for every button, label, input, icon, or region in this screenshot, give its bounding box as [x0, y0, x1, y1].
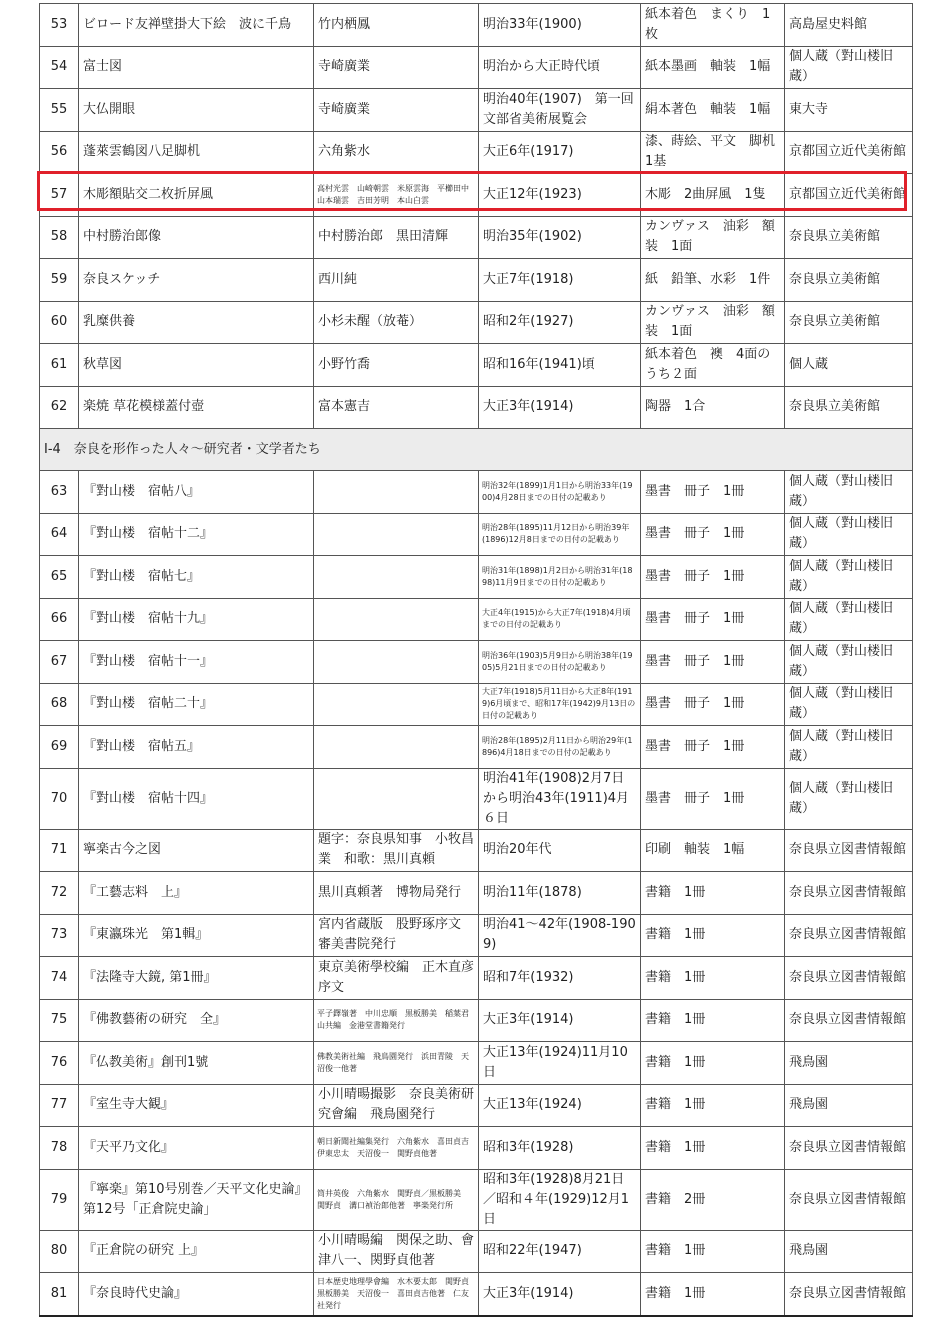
- owner-cell: 飛鳥園: [785, 1042, 913, 1085]
- table-row: [40, 174, 913, 217]
- title-cell: 『仏教美術』創刊1號: [79, 1042, 314, 1085]
- title-cell: 『對山楼 宿帖十一』: [79, 641, 314, 684]
- artist-cell: 中村勝治郎 黒田清輝: [314, 216, 479, 259]
- medium-cell: 絹本著色 軸装 1幅: [641, 89, 785, 132]
- date-cell: 明治36年(1903)5月9日から明治38年(1905)5月21日までの日付の記載あり: [479, 641, 641, 684]
- row-number-cell: 76: [40, 1042, 79, 1085]
- artist-cell: [314, 556, 479, 599]
- table-row: [40, 999, 913, 1042]
- date-cell: 大正7年(1918): [479, 259, 641, 302]
- date-cell: 明治41～42年(1908-1909): [479, 914, 641, 957]
- artist-cell: 寺崎廣業: [314, 46, 479, 89]
- date-cell: 明治33年(1900): [479, 4, 641, 47]
- row-number-cell: 74: [40, 957, 79, 1000]
- title-cell: 寧楽古今之図: [79, 829, 314, 872]
- owner-cell: 奈良県立図書情報館: [785, 999, 913, 1042]
- row-number-cell: 72: [40, 872, 79, 915]
- row-number-cell: 59: [40, 259, 79, 302]
- artist-cell: 竹内栖鳳: [314, 4, 479, 47]
- owner-cell: 個人蔵（對山楼旧蔵）: [785, 598, 913, 641]
- table-row: [40, 768, 913, 829]
- title-cell: 乳糜供養: [79, 301, 314, 344]
- artist-cell: 寺崎廣業: [314, 89, 479, 132]
- title-cell: 『佛教藝術の研究 全』: [79, 999, 314, 1042]
- artist-cell: [314, 471, 479, 514]
- artist-cell: 小杉未醒（放菴）: [314, 301, 479, 344]
- date-cell: 明治20年代: [479, 829, 641, 872]
- row-number-cell: 79: [40, 1169, 79, 1230]
- table-row: [40, 556, 913, 599]
- medium-cell: 墨書 冊子 1冊: [641, 471, 785, 514]
- title-cell: 『工藝志料 上』: [79, 872, 314, 915]
- medium-cell: カンヴァス 油彩 額装 1面: [641, 216, 785, 259]
- owner-cell: 奈良県立美術館: [785, 386, 913, 429]
- artist-cell: 東京美術學校編 正木直彦序文: [314, 957, 479, 1000]
- date-cell: 昭和7年(1932): [479, 957, 641, 1000]
- row-number-cell: 77: [40, 1084, 79, 1127]
- table-row: [40, 216, 913, 259]
- row-number-cell: 61: [40, 344, 79, 387]
- table-row: [40, 1273, 913, 1316]
- table-row: [40, 46, 913, 89]
- medium-cell: 漆、蒔絵、平文 脚机1基: [641, 131, 785, 174]
- date-cell: 昭和3年(1928): [479, 1127, 641, 1170]
- row-number-cell: 55: [40, 89, 79, 132]
- medium-cell: 書籍 1冊: [641, 1273, 785, 1316]
- owner-cell: 飛鳥園: [785, 1084, 913, 1127]
- owner-cell: 飛鳥園: [785, 1230, 913, 1273]
- owner-cell: 奈良県立美術館: [785, 259, 913, 302]
- table-row: [40, 683, 913, 726]
- medium-cell: 紙本着色 まくり 1枚: [641, 4, 785, 47]
- table-row: [40, 386, 913, 429]
- title-cell: 『法隆寺大鏡, 第1冊』: [79, 957, 314, 1000]
- owner-cell: 個人蔵（對山楼旧蔵）: [785, 641, 913, 684]
- owner-cell: 奈良県立図書情報館: [785, 1169, 913, 1230]
- date-cell: 明治11年(1878): [479, 872, 641, 915]
- title-cell: 『對山楼 宿帖八』: [79, 471, 314, 514]
- owner-cell: 奈良県立図書情報館: [785, 957, 913, 1000]
- date-cell: 大正13年(1924): [479, 1084, 641, 1127]
- artist-cell: 西川純: [314, 259, 479, 302]
- date-cell: 大正7年(1918)5月11日から大正8年(1919)6月頃まで、昭和17年(1942)9月13日の日付の記載あり: [479, 683, 641, 726]
- date-cell: 大正12年(1923): [479, 174, 641, 217]
- row-number-cell: 63: [40, 471, 79, 514]
- artist-cell: [314, 726, 479, 769]
- title-cell: 『室生寺大観』: [79, 1084, 314, 1127]
- owner-cell: 個人蔵（對山楼旧蔵）: [785, 683, 913, 726]
- medium-cell: 紙本着色 襖 4面のうち２面: [641, 344, 785, 387]
- row-number-cell: 75: [40, 999, 79, 1042]
- row-number-cell: 62: [40, 386, 79, 429]
- owner-cell: 京都国立近代美術館: [785, 131, 913, 174]
- title-cell: 大仏開眼: [79, 89, 314, 132]
- owner-cell: 奈良県立図書情報館: [785, 1127, 913, 1170]
- owner-cell: 奈良県立美術館: [785, 301, 913, 344]
- medium-cell: 書籍 1冊: [641, 1042, 785, 1085]
- table-row: [40, 872, 913, 915]
- date-cell: 昭和16年(1941)頃: [479, 344, 641, 387]
- title-cell: ビロード友禅壁掛大下絵 波に千鳥: [79, 4, 314, 47]
- table-row: [40, 4, 913, 47]
- row-number-cell: 64: [40, 513, 79, 556]
- row-number-cell: 73: [40, 914, 79, 957]
- title-cell: 『對山楼 宿帖十二』: [79, 513, 314, 556]
- artist-cell: 高村光雲 山崎朝雲 米原雲海 平櫛田中 山本瑞雲 吉田芳明 本山白雲: [314, 174, 479, 217]
- owner-cell: 個人蔵: [785, 344, 913, 387]
- title-cell: 『對山楼 宿帖七』: [79, 556, 314, 599]
- medium-cell: 墨書 冊子 1冊: [641, 556, 785, 599]
- title-cell: 富士図: [79, 46, 314, 89]
- artist-cell: 富本憲吉: [314, 386, 479, 429]
- owner-cell: 東大寺: [785, 89, 913, 132]
- owner-cell: 個人蔵（對山楼旧蔵）: [785, 513, 913, 556]
- row-number-cell: 81: [40, 1273, 79, 1316]
- row-number-cell: 60: [40, 301, 79, 344]
- row-number-cell: 80: [40, 1230, 79, 1273]
- medium-cell: 印刷 軸装 1幅: [641, 829, 785, 872]
- date-cell: 大正3年(1914): [479, 386, 641, 429]
- table-row: [40, 641, 913, 684]
- date-cell: 明治41年(1908)2月7日から明治43年(1911)4月６日: [479, 768, 641, 829]
- row-number-cell: 53: [40, 4, 79, 47]
- date-cell: 明治28年(1895)11月12日から明治39年(1896)12月8日までの日付の記載あり: [479, 513, 641, 556]
- artist-cell: 平子鐸嶺著 中川忠順 黒板勝美 稲葉君山共編 金港堂書籍発行: [314, 999, 479, 1042]
- title-cell: 『對山楼 宿帖二十』: [79, 683, 314, 726]
- row-number-cell: 70: [40, 768, 79, 829]
- table-row: [40, 89, 913, 132]
- date-cell: 大正3年(1914): [479, 999, 641, 1042]
- row-number-cell: 58: [40, 216, 79, 259]
- owner-cell: 個人蔵（對山楼旧蔵）: [785, 768, 913, 829]
- row-number-cell: 68: [40, 683, 79, 726]
- table-row: [40, 344, 913, 387]
- title-cell: 『奈良時代史論』: [79, 1273, 314, 1316]
- medium-cell: 書籍 1冊: [641, 872, 785, 915]
- medium-cell: 墨書 冊子 1冊: [641, 641, 785, 684]
- row-number-cell: 56: [40, 131, 79, 174]
- row-number-cell: 66: [40, 598, 79, 641]
- table-row: [40, 1230, 913, 1273]
- table-row: [40, 957, 913, 1000]
- owner-cell: 奈良県立図書情報館: [785, 914, 913, 957]
- medium-cell: 墨書 冊子 1冊: [641, 726, 785, 769]
- title-cell: 秋草図: [79, 344, 314, 387]
- table-row: [40, 1084, 913, 1127]
- artist-cell: 朝日新聞社編集発行 六角紫水 喜田貞吉 伊東忠太 天沼俊一 関野貞他著: [314, 1127, 479, 1170]
- artist-cell: 日本歴史地理學會編 水木要太郎 関野貞 黒板勝美 天沼俊一 喜田貞吉他著 仁友社発行: [314, 1273, 479, 1316]
- table-row: [40, 598, 913, 641]
- catalog-sheet: [39, 3, 912, 1317]
- date-cell: 昭和22年(1947): [479, 1230, 641, 1273]
- medium-cell: 墨書 冊子 1冊: [641, 768, 785, 829]
- artist-cell: 小野竹喬: [314, 344, 479, 387]
- artist-cell: 黒川真頼著 博物局発行: [314, 872, 479, 915]
- date-cell: 大正3年(1914): [479, 1273, 641, 1316]
- table-row: [40, 829, 913, 872]
- medium-cell: 書籍 2冊: [641, 1169, 785, 1230]
- title-cell: 蓬萊雲鶴図八足脚机: [79, 131, 314, 174]
- date-cell: 昭和2年(1927): [479, 301, 641, 344]
- table-row: [40, 914, 913, 957]
- owner-cell: 個人蔵（對山楼旧蔵）: [785, 556, 913, 599]
- artist-cell: 小川晴暘撮影 奈良美術研究會編 飛鳥園発行: [314, 1084, 479, 1127]
- title-cell: 木彫額貼交二枚折屏風: [79, 174, 314, 217]
- table-body: [40, 4, 913, 1316]
- table-row: [40, 513, 913, 556]
- date-cell: 明治から大正時代頃: [479, 46, 641, 89]
- table-row: [40, 131, 913, 174]
- artist-cell: [314, 641, 479, 684]
- row-number-cell: 78: [40, 1127, 79, 1170]
- table-row: [40, 726, 913, 769]
- medium-cell: 書籍 1冊: [641, 1084, 785, 1127]
- date-cell: 明治35年(1902): [479, 216, 641, 259]
- title-cell: 奈良スケッチ: [79, 259, 314, 302]
- title-cell: 『正倉院の研究 上』: [79, 1230, 314, 1273]
- medium-cell: 墨書 冊子 1冊: [641, 598, 785, 641]
- owner-cell: 奈良県立図書情報館: [785, 872, 913, 915]
- owner-cell: 奈良県立美術館: [785, 216, 913, 259]
- title-cell: 『東瀛珠光 第1輯』: [79, 914, 314, 957]
- row-number-cell: 67: [40, 641, 79, 684]
- artist-cell: 題字：奈良県知事 小牧昌業 和歌：黒川真頼: [314, 829, 479, 872]
- table-row: [40, 259, 913, 302]
- artist-cell: 筒井英俊 六角紫水 関野貞／黒板勝美 関野貞 溝口禎治郎他著 寧楽発行所: [314, 1169, 479, 1230]
- owner-cell: 京都国立近代美術館: [785, 174, 913, 217]
- owner-cell: 個人蔵（對山楼旧蔵）: [785, 726, 913, 769]
- title-cell: 『對山楼 宿帖十四』: [79, 768, 314, 829]
- owner-cell: 奈良県立図書情報館: [785, 1273, 913, 1316]
- title-cell: 『天平乃文化』: [79, 1127, 314, 1170]
- row-number-cell: 71: [40, 829, 79, 872]
- row-number-cell: 57: [40, 174, 79, 217]
- title-cell: 楽焼 草花模様蓋付壺: [79, 386, 314, 429]
- title-cell: 『寧楽』第10号別巻／天平文化史論』第12号「正倉院史論」: [79, 1169, 314, 1230]
- artist-cell: [314, 598, 479, 641]
- row-number-cell: 54: [40, 46, 79, 89]
- medium-cell: 書籍 1冊: [641, 999, 785, 1042]
- medium-cell: 墨書 冊子 1冊: [641, 683, 785, 726]
- title-cell: 中村勝治郎像: [79, 216, 314, 259]
- medium-cell: カンヴァス 油彩 額装 1面: [641, 301, 785, 344]
- medium-cell: 陶器 1合: [641, 386, 785, 429]
- medium-cell: 墨書 冊子 1冊: [641, 513, 785, 556]
- artist-cell: [314, 683, 479, 726]
- artist-cell: 六角紫水: [314, 131, 479, 174]
- medium-cell: 書籍 1冊: [641, 1230, 785, 1273]
- date-cell: 明治28年(1895)2月11日から明治29年(1896)4月18日までの日付の記載あり: [479, 726, 641, 769]
- table-row: [40, 471, 913, 514]
- artist-cell: [314, 513, 479, 556]
- table-row: [40, 1042, 913, 1085]
- medium-cell: 木彫 2曲屏風 1隻: [641, 174, 785, 217]
- medium-cell: 書籍 1冊: [641, 914, 785, 957]
- row-number-cell: 69: [40, 726, 79, 769]
- date-cell: 大正13年(1924)11月10日: [479, 1042, 641, 1085]
- artist-cell: 宮内省蔵版 股野琢序文 審美書院発行: [314, 914, 479, 957]
- section-heading-row: [40, 429, 913, 471]
- owner-cell: 個人蔵（對山楼旧蔵）: [785, 46, 913, 89]
- medium-cell: 紙 鉛筆、水彩 1件: [641, 259, 785, 302]
- date-cell: 明治40年(1907) 第一回文部省美術展覧会: [479, 89, 641, 132]
- owner-cell: 奈良県立図書情報館: [785, 829, 913, 872]
- section-heading: Ⅰ-4 奈良を形作った人々～研究者・文学者たち: [40, 429, 913, 471]
- table-row: [40, 1169, 913, 1230]
- date-cell: 大正4年(1915)から大正7年(1918)4月頃までの日付の記載あり: [479, 598, 641, 641]
- date-cell: 昭和3年(1928)8月21日／昭和４年(1929)12月1日: [479, 1169, 641, 1230]
- date-cell: 明治31年(1898)1月2日から明治31年(1898)11月9日までの日付の記載あり: [479, 556, 641, 599]
- title-cell: 『對山楼 宿帖五』: [79, 726, 314, 769]
- artist-cell: 佛教美術社編 飛鳥園発行 浜田青陵 天沼俊一他著: [314, 1042, 479, 1085]
- date-cell: 大正6年(1917): [479, 131, 641, 174]
- medium-cell: 書籍 1冊: [641, 957, 785, 1000]
- medium-cell: 紙本墨画 軸装 1幅: [641, 46, 785, 89]
- artist-cell: [314, 768, 479, 829]
- table-row: [40, 301, 913, 344]
- date-cell: 明治32年(1899)1月1日から明治33年(1900)4月28日までの日付の記載あり: [479, 471, 641, 514]
- exhibit-list-table: [39, 3, 913, 1317]
- title-cell: 『對山楼 宿帖十九』: [79, 598, 314, 641]
- artist-cell: 小川晴暘編 関保之助、會津八一、関野貞他著: [314, 1230, 479, 1273]
- table-row: [40, 1127, 913, 1170]
- row-number-cell: 65: [40, 556, 79, 599]
- medium-cell: 書籍 1冊: [641, 1127, 785, 1170]
- owner-cell: 高島屋史料館: [785, 4, 913, 47]
- owner-cell: 個人蔵（對山楼旧蔵）: [785, 471, 913, 514]
